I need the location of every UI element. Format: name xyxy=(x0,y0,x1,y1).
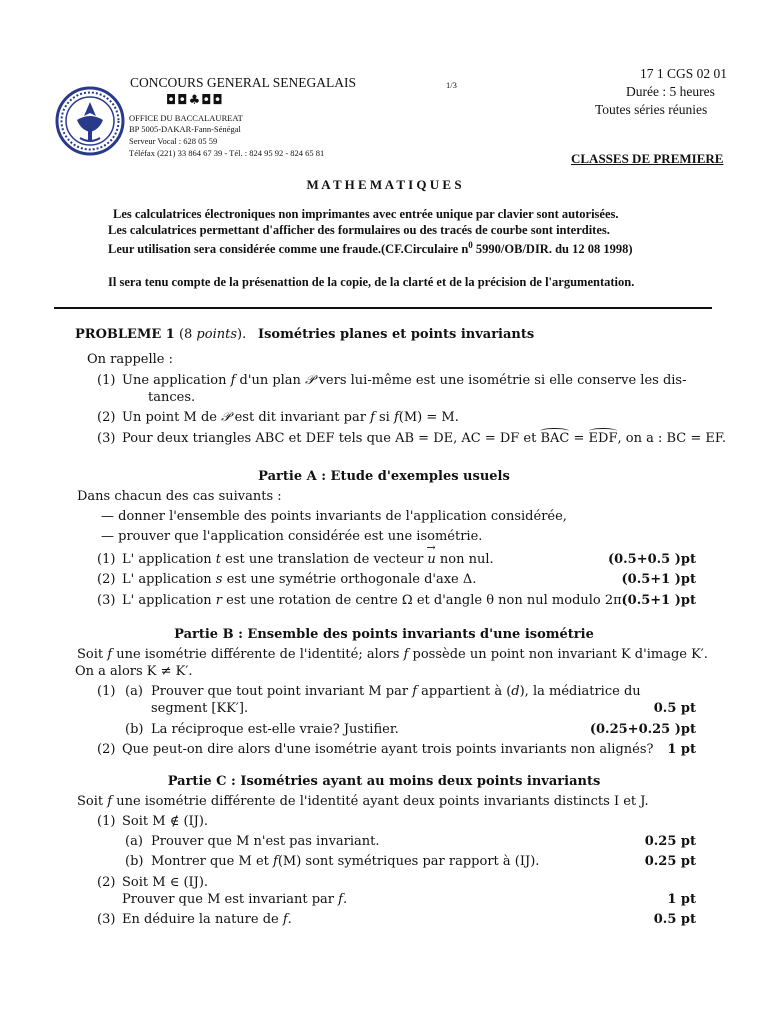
part-c-q1a-points: 0.25 pt xyxy=(644,834,696,849)
part-c-q1b-number: (b) xyxy=(125,854,144,869)
part-b-title: Partie B : Ensemble des points invariants d'une isométrie xyxy=(174,627,594,642)
instruction-line-4: Il sera tenu compte de la présenattion de la copie, de la clarté et de la précision de l'argumentation. xyxy=(108,275,635,289)
problem-1-title: Isométries planes et points invariants xyxy=(258,327,535,342)
exam-series: Toutes séries réunies xyxy=(595,102,708,117)
part-b-q1a: Prouver que tout point invariant M par f appartient à (d), la médiatrice du xyxy=(151,684,641,699)
part-a-q2-points: (0.5+1 )pt xyxy=(621,572,696,587)
part-b-q1b: La réciproque est-elle vraie? Justifier. xyxy=(151,722,399,737)
part-b-q1a-number: (a) xyxy=(125,684,143,699)
instruction-line-1: Les calculatrices électroniques non imprimantes avec entrée unique par clavier sont autorisées. xyxy=(113,207,619,221)
part-c-intro: Soit f une isométrie différente de l'identité ayant deux points invariants distincts I et J. xyxy=(77,794,649,809)
contest-title: CONCOURS GENERAL SENEGALAIS xyxy=(130,75,357,90)
part-c-q2-cont: Prouver que M est invariant par f. xyxy=(122,892,348,907)
part-b-q1a-points: 0.5 pt xyxy=(653,701,696,716)
part-b-q2-number: (2) xyxy=(97,742,116,757)
part-a-q1: L' application t est une translation de vecteur → u non nul. xyxy=(122,552,494,567)
part-c-q1b-points: 0.25 pt xyxy=(644,854,696,869)
problem-1-heading: PROBLEME 1 (8 points). xyxy=(75,327,247,342)
exam-code: 17 1 CGS 02 01 xyxy=(640,66,728,81)
part-a-q3-number: (3) xyxy=(97,593,116,608)
part-c-title: Partie C : Isométries ayant au moins deux points invariants xyxy=(167,774,601,789)
part-b-intro-1: Soit f une isométrie différente de l'identité; alors f possède un point non invariant K d'image K′. xyxy=(77,647,708,662)
office-address: BP 5005-DAKAR-Fann-Sénégal xyxy=(129,124,241,134)
office-phone: Téléfax (221) 33 864 67 39 - Tél. : 824 95 92 - 824 65 81 xyxy=(129,148,325,158)
page-number: 1/3 xyxy=(446,80,457,90)
part-c-q2: Soit M ∈ (IJ). xyxy=(122,875,209,890)
part-b-q1a-cont: segment [KK′]. xyxy=(151,701,249,716)
instruction-line-3: Leur utilisation sera considérée comme une fraude.(CF.Circulaire $n^0$ 5990/OB/DIR. du 12 08 1998) xyxy=(108,240,633,257)
recall-item-1-cont: tances. xyxy=(148,390,196,405)
office-vocal: Serveur Vocal : 628 05 59 xyxy=(129,136,218,146)
classes-label: CLASSES DE PREMIERE xyxy=(571,151,724,166)
recall-item-2-number: (2) xyxy=(97,410,116,425)
part-c-q1a: Prouver que M n'est pas invariant. xyxy=(151,834,380,849)
part-a-q2: L' application s est une symétrie orthogonale d'axe Δ. xyxy=(122,572,477,587)
part-b-q1b-number: (b) xyxy=(125,722,144,737)
ornament-icon: ◘◘♣◘◘ xyxy=(166,93,224,108)
office-name: OFFICE DU BACCALAUREAT xyxy=(129,113,243,123)
part-a-dash-2: — prouver que l'application considérée est une isométrie. xyxy=(101,529,483,544)
part-c-q3-number: (3) xyxy=(97,912,116,927)
part-c-q1b: Montrer que M et f(M) sont symétriques par rapport à (IJ). xyxy=(151,854,540,869)
part-c-q3-points: 0.5 pt xyxy=(653,912,696,927)
instruction-line-2: Les calculatrices permettant d'afficher des formulaires ou des tracés de courbe sont interdites. xyxy=(108,223,610,237)
part-a-title: Partie A : Etude d'exemples usuels xyxy=(258,469,510,484)
part-a-dash-1: — donner l'ensemble des points invariants de l'application considérée, xyxy=(101,509,567,524)
recall-item-1-number: (1) xyxy=(97,373,116,388)
exam-duration: Durée : 5 heures xyxy=(626,84,715,99)
divider xyxy=(54,307,712,309)
part-a-q3: L' application r est une rotation de centre Ω et d'angle θ non nul modulo 2π. xyxy=(122,593,626,608)
part-b-q2: Que peut-on dire alors d'une isométrie ayant trois points invariants non alignés? xyxy=(122,742,654,757)
part-c-q2-number: (2) xyxy=(97,875,116,890)
office-baccalaureat-seal-icon xyxy=(55,86,125,156)
part-a-q3-points: (0.5+1 )pt xyxy=(621,593,696,608)
recall-item-3-number: (3) xyxy=(97,431,116,446)
part-c-q3: En déduire la nature de f. xyxy=(122,912,292,927)
recall-label: On rappelle : xyxy=(87,352,173,367)
part-b-intro-2: On a alors K ≠ K′. xyxy=(75,664,193,679)
part-a-intro: Dans chacun des cas suivants : xyxy=(77,489,282,504)
part-b-q1b-points: (0.25+0.25 )pt xyxy=(589,722,696,737)
part-b-q1-number: (1) xyxy=(97,684,116,699)
part-a-q2-number: (2) xyxy=(97,572,116,587)
part-c-q1a-number: (a) xyxy=(125,834,143,849)
part-a-q1-points: (0.5+0.5 )pt xyxy=(607,552,696,567)
part-c-q1-number: (1) xyxy=(97,814,116,829)
part-a-q1-number: (1) xyxy=(97,552,116,567)
recall-item-1: Une application f d'un plan 𝒫 vers lui-même est une isométrie si elle conserve les dis- xyxy=(122,373,687,388)
recall-item-2: Un point M de 𝒫 est dit invariant par f si f(M) = M. xyxy=(122,410,459,425)
subject-title: M A T H E M A T I Q U E S xyxy=(306,177,462,192)
part-c-q2-points: 1 pt xyxy=(667,892,696,907)
recall-item-3: Pour deux triangles ABC et DEF tels que AB = DE, AC = DF et BAC = EDF, on a : BC = EF. xyxy=(122,431,726,446)
part-b-q2-points: 1 pt xyxy=(667,742,696,757)
part-c-q1: Soit M ∉ (IJ). xyxy=(122,814,209,829)
